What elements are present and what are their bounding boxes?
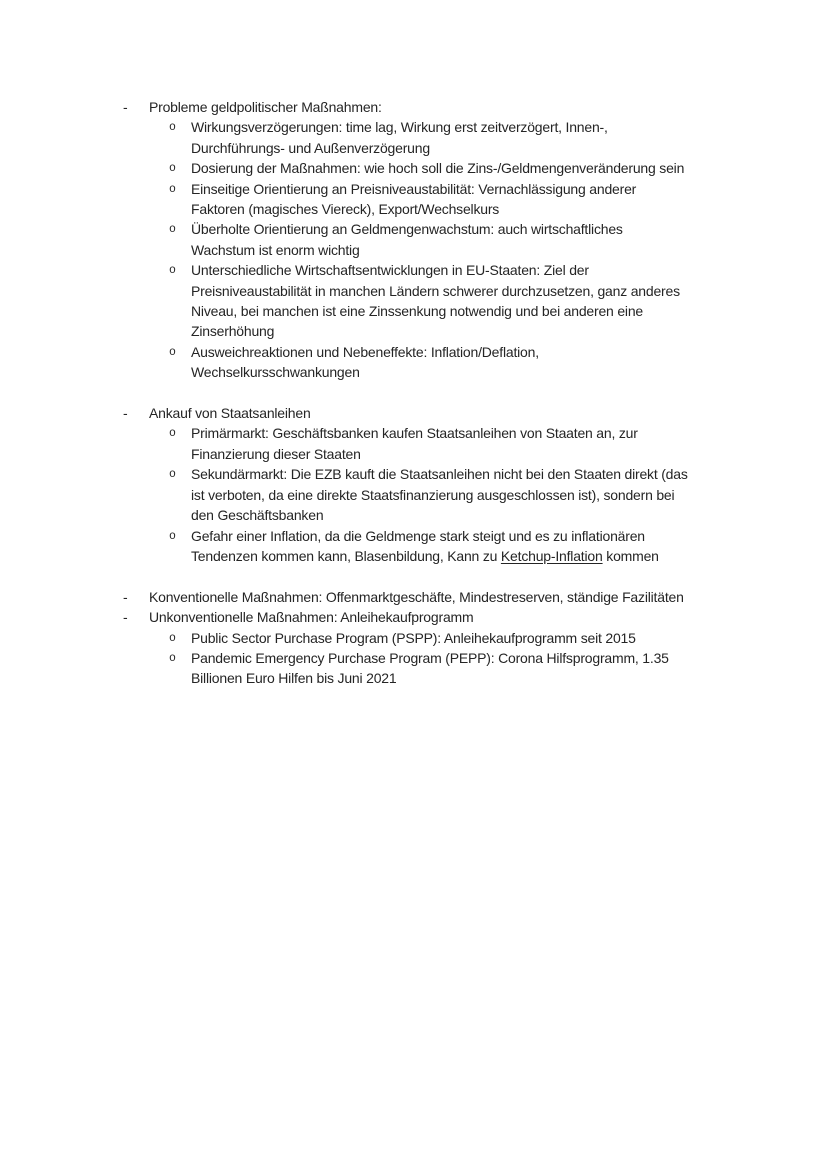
text-line: Durchführungs- und Außenverzögerung — [191, 139, 430, 156]
circle-bullet: o — [169, 427, 176, 441]
circle-bullet: o — [169, 345, 176, 359]
list-item — [0, 587, 828, 607]
notes-section-3 — [0, 587, 828, 689]
list-item — [0, 403, 828, 423]
circle-bullet: o — [169, 182, 176, 196]
list-item — [0, 260, 828, 342]
list-item — [0, 464, 828, 525]
text-line: Finanzierung dieser Staaten — [191, 445, 361, 462]
text-line: Primärmarkt: Geschäftsbanken kaufen Staatsanleihen von Staaten an, zur — [191, 425, 638, 442]
text-line: Einseitige Orientierung an Preisniveaustabilität: Vernachlässigung anderer — [191, 180, 637, 197]
list-item — [0, 117, 828, 158]
text-line: Zinserhöhung — [191, 323, 275, 340]
circle-bullet: o — [169, 264, 176, 278]
circle-bullet: o — [169, 223, 176, 237]
list-item — [0, 526, 828, 567]
circle-bullet: o — [169, 631, 176, 645]
text-line: Wachstum ist enorm wichtig — [191, 241, 360, 258]
text-line: Billionen Euro Hilfen bis Juni 2021 — [191, 670, 397, 687]
text-line: ist verboten, da eine direkte Staatsfinanzierung ausgeschlossen ist), sondern bei — [191, 486, 675, 503]
list-item — [0, 219, 828, 260]
text-segment: Tendenzen kommen kann, Blasenbildung, Kann zu — [191, 547, 501, 564]
bullet-list — [0, 97, 828, 689]
text-line: Wirkungsverzögerungen: time lag, Wirkung erst zeitverzögert, Innen-, — [191, 119, 608, 136]
text-line: Preisniveaustabilität in manchen Ländern schwerer durchzusetzen, ganz anderes — [191, 282, 680, 299]
text-line: Sekundärmarkt: Die EZB kauft die Staatsanleihen nicht bei den Staaten direkt (das — [191, 466, 688, 483]
text-line: Faktoren (magisches Viereck), Export/Wechselkurs — [191, 201, 500, 218]
list-item — [0, 648, 828, 689]
text-line: Probleme geldpolitischer Maßnahmen: — [149, 99, 382, 115]
list-item — [0, 628, 828, 648]
text-line — [191, 546, 828, 566]
text-line: Dosierung der Maßnahmen: wie hoch soll die Zins-/Geldmengenveränderung sein — [191, 160, 685, 177]
underlined-text: Ketchup-Inflation — [500, 547, 603, 564]
text-line: Unterschiedliche Wirtschaftsentwicklungen in EU-Staaten: Ziel der — [191, 262, 589, 279]
text-line: Überholte Orientierung an Geldmengenwachstum: auch wirtschaftliches — [191, 221, 623, 238]
list-item — [0, 423, 828, 464]
text-line: Niveau, bei manchen ist eine Zinssenkung notwendig und bei anderen eine — [191, 303, 644, 320]
document-page — [0, 97, 828, 689]
text-line: Pandemic Emergency Purchase Program (PEPP): Corona Hilfsprogramm, 1.35 — [191, 649, 669, 666]
list-item — [0, 158, 828, 178]
notes-section-2 — [0, 403, 828, 566]
text-line: den Geschäftsbanken — [191, 507, 324, 524]
text-line: Ankauf von Staatsanleihen — [149, 405, 311, 422]
circle-bullet: o — [169, 121, 176, 135]
list-item — [0, 179, 828, 220]
text-line: Unkonventionelle Maßnahmen: Anleihekaufprogramm — [149, 609, 474, 626]
text-line: Wechselkursschwankungen — [191, 364, 360, 381]
circle-bullet: o — [169, 529, 176, 543]
circle-bullet: o — [169, 468, 176, 482]
text-line: Konventionelle Maßnahmen: Offenmarktgeschäfte, Mindestreserven, ständige Fazilitäten — [149, 588, 684, 605]
dash-bullet: - — [123, 405, 128, 422]
list-item — [0, 342, 828, 383]
notes-section-1 — [0, 97, 828, 383]
dash-bullet: - — [123, 588, 128, 605]
text-line: Gefahr einer Inflation, da die Geldmenge stark steigt und es zu inflationären — [191, 527, 645, 544]
dash-bullet: - — [123, 99, 128, 115]
dash-bullet: - — [123, 609, 128, 626]
text-line: Ausweichreaktionen und Nebeneffekte: Inflation/Deflation, — [191, 343, 539, 360]
circle-bullet: o — [169, 651, 176, 665]
list-item — [0, 607, 828, 627]
text-line: Public Sector Purchase Program (PSPP): Anleihekaufprogramm seit 2015 — [191, 629, 636, 646]
text-segment: kommen — [602, 547, 659, 564]
list-item — [0, 97, 828, 117]
circle-bullet: o — [169, 162, 176, 176]
